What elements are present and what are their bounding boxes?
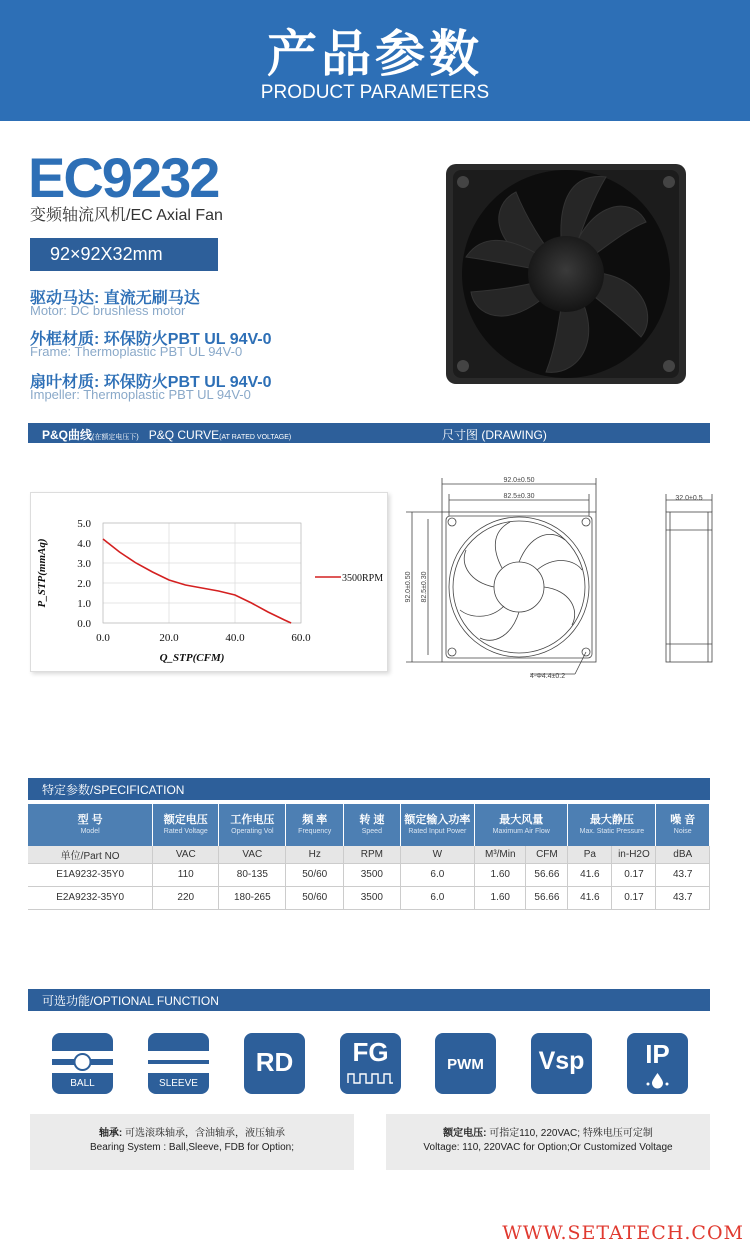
fan-product-photo xyxy=(441,162,691,387)
unit-cell: in-H2O xyxy=(612,846,656,863)
table-header-row xyxy=(28,804,710,846)
y-tick-label: 5.0 xyxy=(77,518,91,530)
table-cell: 43.7 xyxy=(656,863,710,886)
y-tick-label: 4.0 xyxy=(77,538,91,550)
width-dimension-label: 92.0±0.50 xyxy=(503,477,535,484)
table-cell: 0.17 xyxy=(612,886,656,909)
header-air-flow: 最大风量 Maximum Air Flow xyxy=(475,804,568,846)
header-operating-voltage: 工作电压 Operating Vol xyxy=(219,804,286,846)
impeller-spec-zh: 扇叶材质: 环保防火PBT UL 94V-0 xyxy=(30,374,272,391)
inner-dimension-label: 82.5±0.30 xyxy=(503,493,535,500)
specification-table xyxy=(28,804,710,910)
header-speed: 转 速 Speed xyxy=(344,804,401,846)
table-cell: 110 xyxy=(153,863,219,886)
pwm-option-label: PWM xyxy=(447,1056,484,1073)
height-outer-label: 92.0±0.50 xyxy=(405,571,412,603)
table-row xyxy=(28,886,710,909)
model-number: EC9232 xyxy=(28,146,219,209)
ball-option-label: BALL xyxy=(70,1078,95,1089)
y-axis-label: P_STP(mmAq) xyxy=(36,538,48,608)
unit-cell: Hz xyxy=(286,846,344,863)
table-cell: 50/60 xyxy=(286,863,344,886)
y-tick-label: 0.0 xyxy=(77,618,91,630)
table-cell: 3500 xyxy=(344,863,401,886)
fg-option-label: FG xyxy=(352,1037,389,1067)
website-url[interactable]: WWW.SETATECH.COM xyxy=(502,1222,744,1244)
table-cell: 3500 xyxy=(344,886,401,909)
specification-bar xyxy=(28,778,710,800)
voltage-note xyxy=(386,1114,710,1170)
motor-spec-en: Motor: DC brushless motor xyxy=(30,303,186,318)
impeller-spec-en: Impeller: Thermoplastic PBT UL 94V-0 xyxy=(30,387,251,402)
table-cell: 180-265 xyxy=(219,886,286,909)
unit-cell: 单位/Part NO xyxy=(28,846,153,863)
optional-function-title: 可选功能/OPTIONAL FUNCTION xyxy=(42,994,219,1008)
ball-bearing-icon xyxy=(52,1033,113,1094)
series-line-3500rpm xyxy=(103,539,291,623)
y-tick-label: 3.0 xyxy=(77,558,91,570)
voltage-note-label: 额定电压: xyxy=(443,1128,487,1139)
pq-chart xyxy=(31,493,389,673)
pq-title-en-small: (AT RATED VOLTAGE) xyxy=(219,434,292,441)
header-rated-voltage: 额定电压 Rated Voltage xyxy=(153,804,219,846)
unit-cell: CFM xyxy=(526,846,568,863)
rd-icon xyxy=(244,1033,305,1094)
unit-cell: RPM xyxy=(344,846,401,863)
sleeve-bearing-icon xyxy=(148,1033,209,1094)
vsp-option-label: Vsp xyxy=(538,1047,585,1075)
unit-cell: VAC xyxy=(219,846,286,863)
header-title: 产品参数 xyxy=(267,26,483,82)
unit-cell: dBA xyxy=(656,846,710,863)
table-cell: 1.60 xyxy=(475,886,526,909)
table-units-row xyxy=(28,846,710,863)
pq-title-zh: P&Q曲线 xyxy=(42,428,93,442)
unit-cell: Pa xyxy=(568,846,612,863)
header-subtitle: PRODUCT PARAMETERS xyxy=(260,82,490,103)
x-tick-label: 60.0 xyxy=(291,632,311,644)
table-cell: E1A9232-35Y0 xyxy=(28,863,153,886)
plot-area xyxy=(103,523,301,623)
unit-cell: VAC xyxy=(153,846,219,863)
voltage-note-en: Voltage: 110, 220VAC for Option;Or Customized Voltage xyxy=(423,1142,673,1153)
pq-title-zh-small: (在额定电压下) xyxy=(92,434,139,441)
table-cell: 41.6 xyxy=(568,886,612,909)
table-cell: 50/60 xyxy=(286,886,344,909)
x-tick-label: 40.0 xyxy=(225,632,245,644)
table-cell: 56.66 xyxy=(526,863,568,886)
table-cell: 41.6 xyxy=(568,863,612,886)
x-tick-label: 0.0 xyxy=(96,632,110,644)
unit-cell: M³/Min xyxy=(475,846,526,863)
legend-label: 3500RPM xyxy=(342,573,384,584)
frame-spec-en: Frame: Thermoplastic PBT UL 94V-0 xyxy=(30,344,243,359)
x-axis-label: Q_STP(CFM) xyxy=(159,652,225,664)
optional-function-bar xyxy=(28,989,710,1011)
ip-waterproof-icon xyxy=(627,1033,688,1094)
ip-option-label: IP xyxy=(645,1039,670,1069)
sleeve-option-label: SLEEVE xyxy=(159,1078,198,1089)
bearing-note-zh: 可选滚珠轴承，含油轴承，液压轴承 xyxy=(122,1128,286,1139)
bearing-note-label: 轴承: xyxy=(98,1128,123,1139)
model-subtitle: 变频轴流风机/EC Axial Fan xyxy=(30,207,223,224)
table-cell: 56.66 xyxy=(526,886,568,909)
rd-option-label: RD xyxy=(255,1047,294,1077)
header-noise: 噪 音 Noise xyxy=(656,804,710,846)
table-cell: 220 xyxy=(153,886,219,909)
specification-title: 特定参数/SPECIFICATION xyxy=(42,783,185,797)
header-input-power: 额定输入功率 Rated Input Power xyxy=(400,804,474,846)
y-tick-label: 1.0 xyxy=(77,598,91,610)
pq-title-en: P&Q CURVE xyxy=(148,428,220,442)
vsp-icon xyxy=(531,1033,592,1094)
dimension-drawing xyxy=(400,470,750,685)
table-cell: 80-135 xyxy=(219,863,286,886)
header-static-pressure: 最大静压 Max. Static Pressure xyxy=(568,804,656,846)
pq-chart-panel xyxy=(30,492,388,672)
table-cell: 1.60 xyxy=(475,863,526,886)
table-row xyxy=(28,863,710,886)
header-frequency: 频 率 Frequency xyxy=(286,804,344,846)
fg-signal-icon xyxy=(340,1033,401,1094)
voltage-note-zh: 可指定110, 220VAC; 特殊电压可定制 xyxy=(486,1128,653,1139)
x-tick-label: 20.0 xyxy=(159,632,179,644)
hole-note-label: 4-Φ4.4±0.2 xyxy=(530,673,566,680)
table-cell: 6.0 xyxy=(400,886,474,909)
frame-spec-zh: 外框材质: 环保防火PBT UL 94V-0 xyxy=(30,331,272,348)
pwm-icon xyxy=(435,1033,496,1094)
unit-cell: W xyxy=(400,846,474,863)
header-model: 型 号 Model xyxy=(28,804,153,846)
table-cell: 6.0 xyxy=(400,863,474,886)
bearing-note-en: Bearing System : Ball,Sleeve, FDB for Option; xyxy=(90,1142,294,1153)
size-badge: 92×92X32mm xyxy=(30,238,218,271)
table-cell: E2A9232-35Y0 xyxy=(28,886,153,909)
height-inner-label: 82.5±0.30 xyxy=(421,571,428,603)
table-cell: 0.17 xyxy=(612,863,656,886)
motor-spec-zh: 驱动马达: 直流无刷马达 xyxy=(30,290,200,307)
table-cell: 43.7 xyxy=(656,886,710,909)
drawing-title: 尺寸图 (DRAWING) xyxy=(442,428,547,442)
page-header xyxy=(0,0,750,121)
thickness-label: 32.0±0.5 xyxy=(675,495,703,502)
bearing-note xyxy=(30,1114,354,1170)
pq-drawing-bar xyxy=(28,423,710,443)
y-tick-label: 2.0 xyxy=(77,578,91,590)
